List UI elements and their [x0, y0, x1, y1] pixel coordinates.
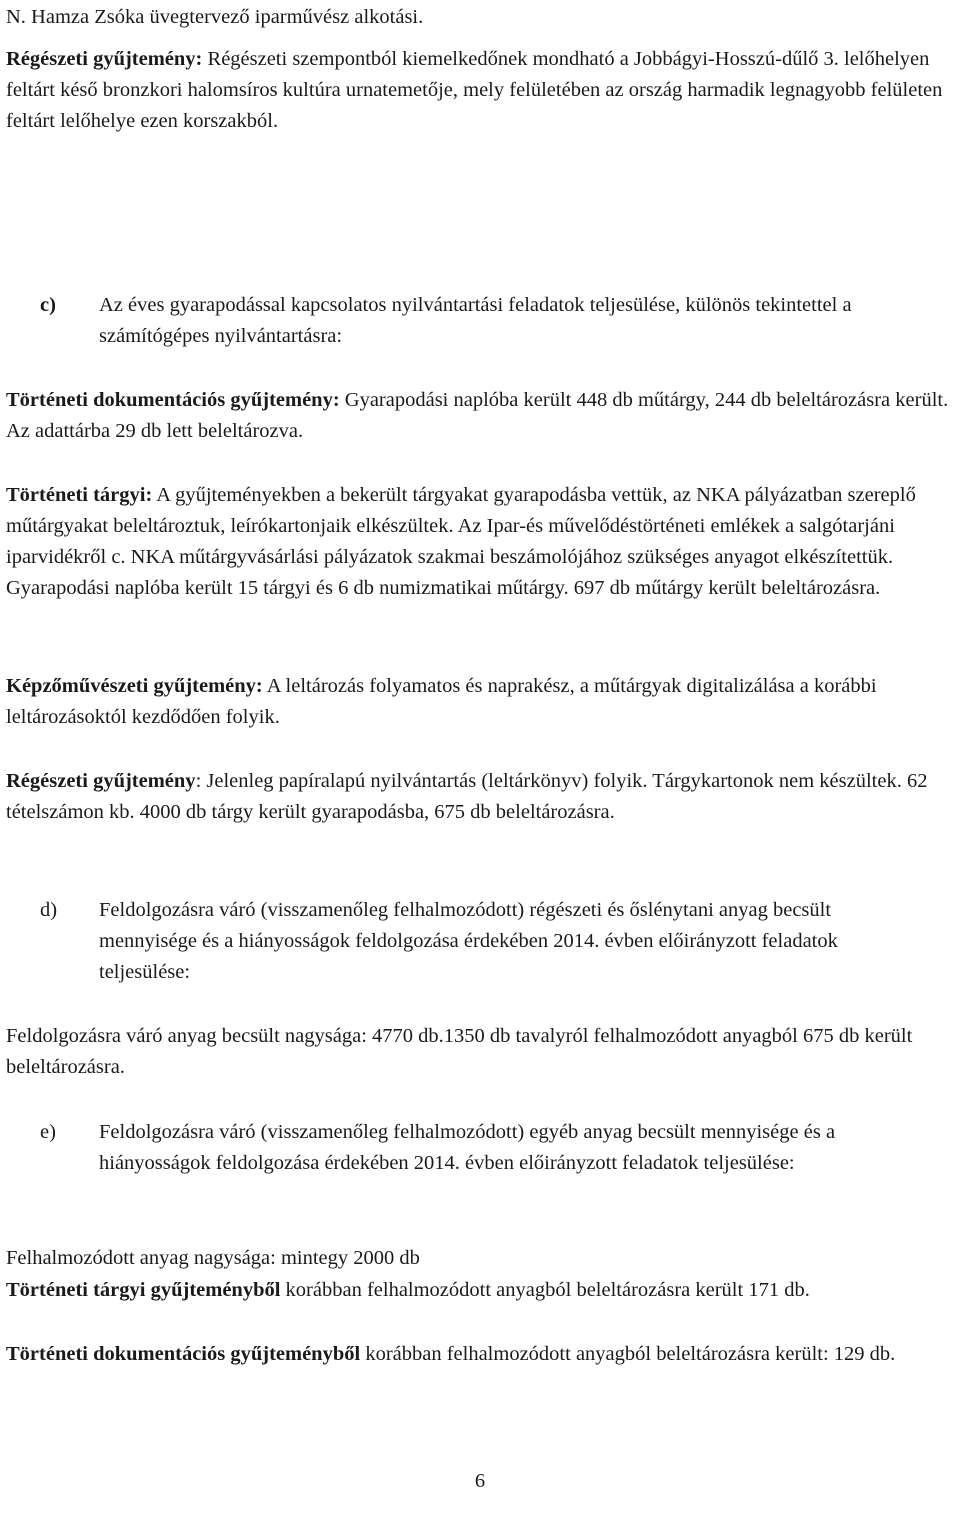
backlog-docs-text: korábban felhalmozódott anyagból beleltározásra került: 129 db. [360, 1343, 896, 1365]
intro-text: N. Hamza Zsóka üvegtervező iparművész alkotási. [6, 6, 424, 28]
archaeology-note-text: Régészeti szempontból kiemelkedőnek mondható a Jobbágyi-Hosszú-dűlő 3. lelőhelyen feltárt késő bronzkori halomsíros kultúra urnatemetője, mely felületében az ország harmadik legnagyobb felületen feltárt lelőhelye ezen korszakból. [6, 48, 943, 132]
fine-arts-paragraph [6, 671, 960, 733]
section-e-heading: Feldolgozásra váró (visszamenőleg felhalmozódott) egyéb anyag becsült mennyisége és a hiányosságok feldolgozása érdekében 2014. évben előirányzott feladatok teljesülése: [99, 1121, 836, 1174]
archaeology-inventory-text: : Jelenleg papíralapú nyilvántartás (leltárkönyv) folyik. Tárgykartonok nem készültek. 62 tételszámon kb. 4000 db tárgy került gyarapodásba, 675 db beleltározásra. [6, 770, 928, 823]
page-number: 6 [474, 1470, 486, 1492]
backlog-objects-paragraph [6, 1275, 960, 1306]
backlog-archaeology-paragraph [6, 1021, 960, 1083]
backlog-amount-text: Felhalmozódott anyag nagysága: mintegy 2000 db [6, 1247, 420, 1269]
archaeology-note-label: Régészeti gyűjtemény: [6, 48, 203, 70]
section-c-heading: Az éves gyarapodással kapcsolatos nyilvántartási feladatok teljesülése, különös tekintettel a számítógépes nyilvántartásra: [99, 294, 852, 347]
archaeology-inventory-label: Régészeti gyűjtemény [6, 770, 196, 792]
section-d-label: d) [40, 899, 58, 921]
historical-objects-text: A gyűjteményekben a bekerült tárgyakat gyarapodásba vettük, az NKA pályázatban szereplő műtárgyakat beleltároztuk, leírókartonjaik elkészültek. Az Ipar-és művelődéstörténeti emlékek a salgótarjáni iparvidékről c. NKA műtárgyvásárlási pályázatok szakmai beszámolójához szükséges anyagot elkészítettük. Gyarapodási naplóba került 15 tárgyi és 6 db numizmatikai műtárgy. 697 db műtárgy került beleltározásra. [6, 484, 916, 599]
backlog-docs-paragraph [6, 1339, 960, 1370]
archaeology-inventory-paragraph [6, 766, 960, 828]
backlog-amount [6, 1243, 960, 1274]
section-e-label: e) [40, 1121, 56, 1143]
historical-documentation-label: Történeti dokumentációs gyűjtemény: [6, 389, 340, 411]
fine-arts-text: A leltározás folyamatos és naprakész, a műtárgyak digitalizálása a korábbi leltározásoktól kezdődően folyik. [6, 675, 877, 728]
section-c-label: c) [40, 294, 56, 316]
historical-objects-paragraph [6, 480, 960, 604]
intro-line [6, 2, 960, 33]
section-d-heading: Feldolgozásra váró (visszamenőleg felhalmozódott) régészeti és őslénytani anyag becsült mennyisége és a hiányosságok feldolgozása érdekében 2014. évben előirányzott feladatok teljesülése: [99, 899, 838, 983]
backlog-docs-label: Történeti dokumentációs gyűjteményből [6, 1343, 361, 1365]
historical-objects-label: Történeti tárgyi: [6, 484, 153, 506]
fine-arts-label: Képzőművészeti gyűjtemény: [6, 675, 263, 697]
backlog-archaeology-text: Feldolgozásra váró anyag becsült nagysága: 4770 db.1350 db tavalyról felhalmozódott anyagból 675 db került beleltározásra. [6, 1025, 913, 1078]
historical-documentation-paragraph [6, 385, 960, 447]
backlog-objects-label: Történeti tárgyi gyűjteményből [6, 1279, 281, 1301]
historical-documentation-text: Gyarapodási naplóba került 448 db műtárgy, 244 db beleltározásra került. Az adattárba 29 db lett beleltározva. [6, 389, 949, 442]
archaeology-note-paragraph [6, 44, 960, 137]
backlog-objects-text: korábban felhalmozódott anyagból beleltározásra került 171 db. [280, 1279, 810, 1301]
